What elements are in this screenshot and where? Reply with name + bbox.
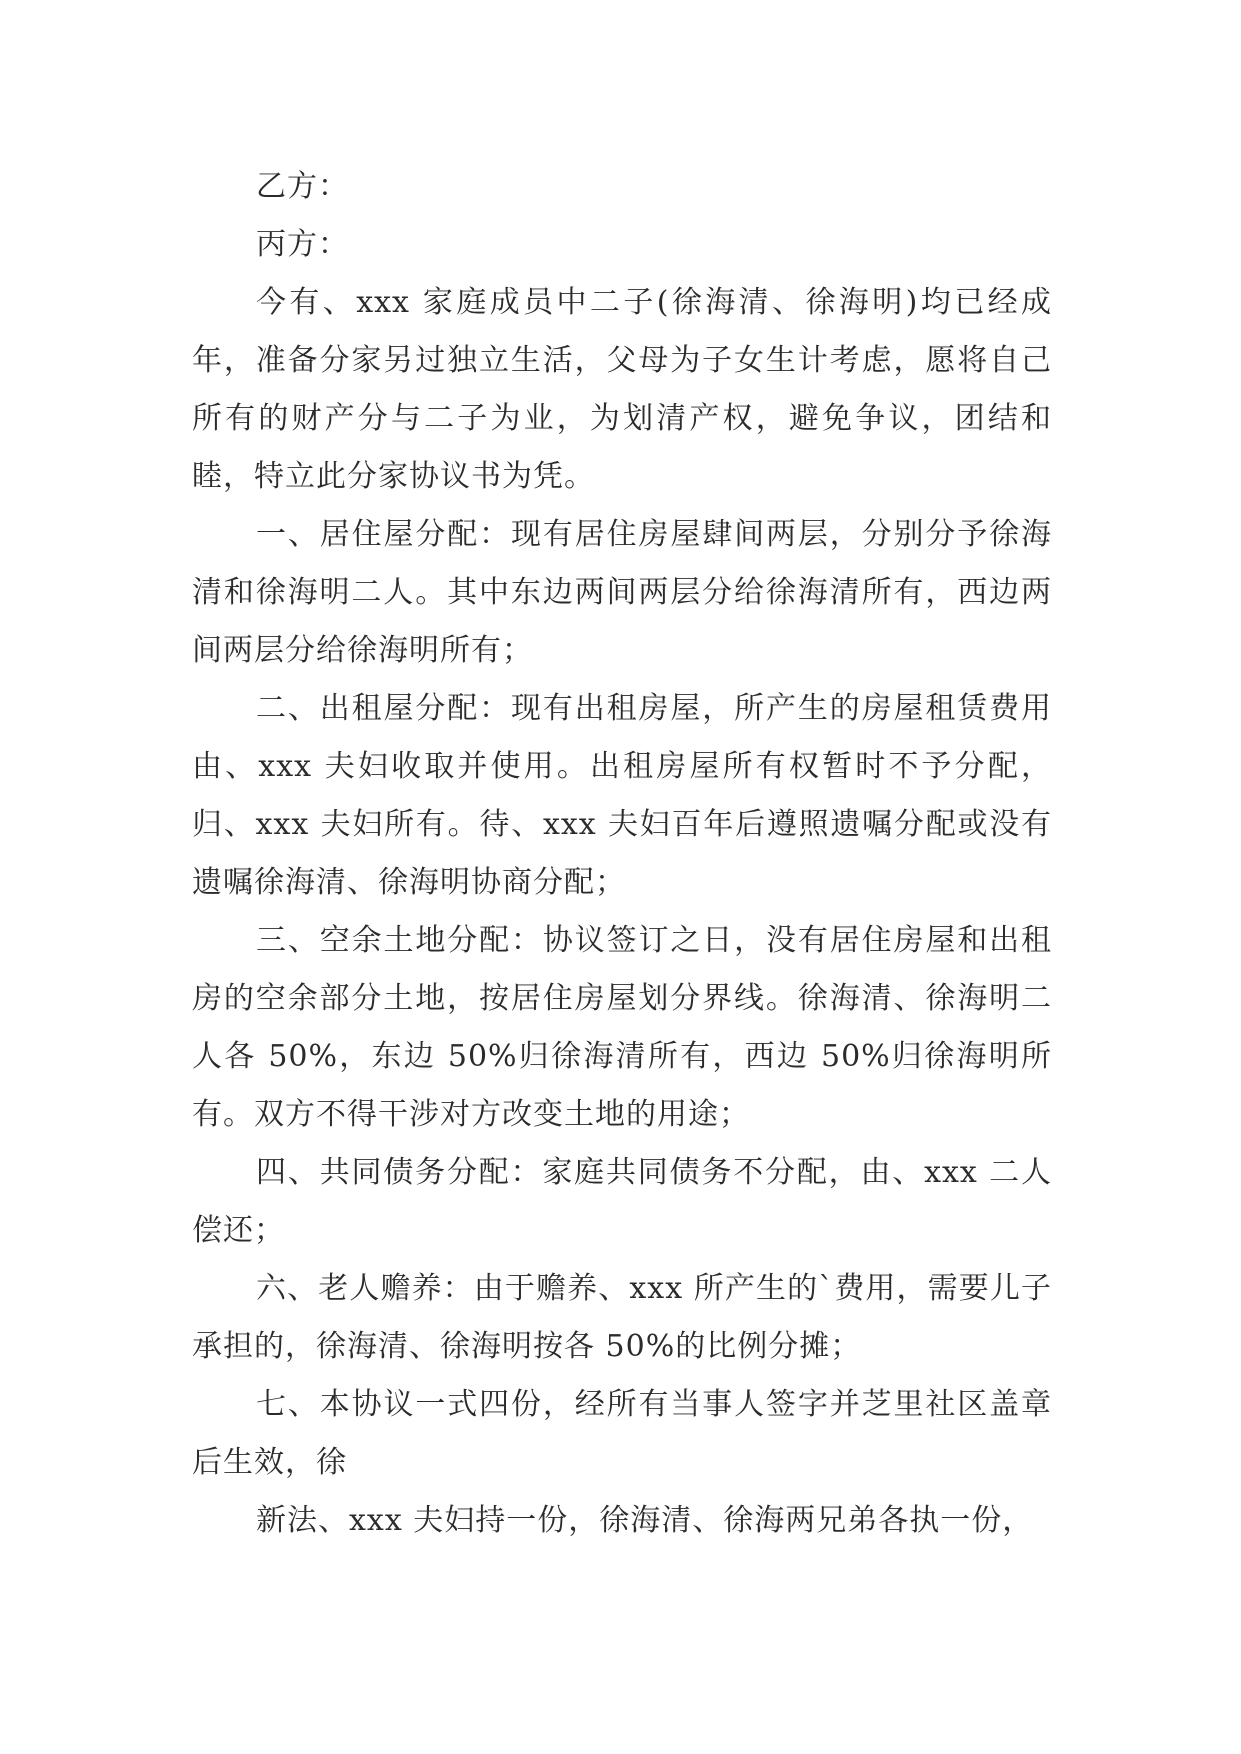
document-body [192,158,1052,1550]
party-b-line: 乙方： [256,169,349,204]
clause-land: 三、空余土地分配：协议签订之日，没有居住房屋和出租房的空余部分土地，按居住房屋划分界线。徐海清、徐海明二人各 50%，东边 50%归徐海清所有，西边 50%归徐海明所有。双方不得干涉对方改变土地的用途； [192,923,1052,1132]
clause-residence: 一、居住屋分配：现有居住房屋肆间两层，分别分予徐海清和徐海明二人。其中东边两间两层分给徐海清所有，西边两间两层分给徐海明所有； [192,517,1052,668]
party-c-line: 丙方： [256,227,349,262]
clause-copies: 七、本协议一式四份，经所有当事人签字并芝里社区盖章后生效，徐 [192,1387,1052,1480]
clause-rental: 二、出租屋分配：现有出租房屋，所产生的房屋租赁费用由、xxx 夫妇收取并使用。出租房屋所有权暂时不予分配，归、xxx 夫妇所有。待、xxx 夫妇百年后遵照遗嘱分配或没有遗嘱徐海清、徐海明协商分配； [192,691,1052,900]
clause-debt: 四、共同债务分配：家庭共同债务不分配，由、xxx 二人偿还； [192,1155,1052,1248]
clause-elder-care: 六、老人赡养：由于赡养、xxx 所产生的`费用，需要儿子承担的，徐海清、徐海明按各 50%的比例分摊； [192,1271,1052,1364]
preamble-paragraph: 今有、xxx 家庭成员中二子(徐海清、徐海明)均已经成年，准备分家另过独立生活，父母为子女生计考虑，愿将自己所有的财产分与二子为业，为划清产权，避免争议，团结和睦，特立此分家协议书为凭。 [192,285,1052,494]
clause-copies-continued: 新法、xxx 夫妇持一份，徐海清、徐海两兄弟各执一份， [256,1503,1034,1538]
